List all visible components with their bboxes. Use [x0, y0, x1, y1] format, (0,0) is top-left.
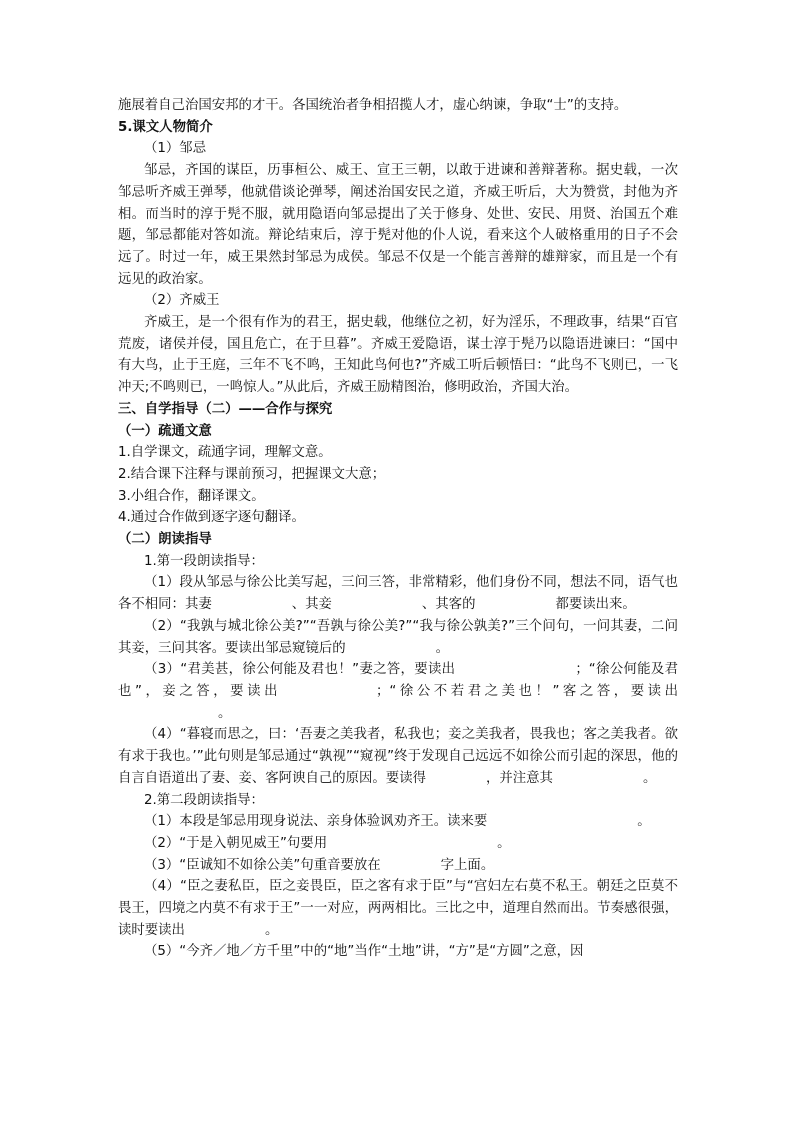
intro-line: 施展着自己治国安邦的才干。各国统治者争相招揽人才，虚心纳谏，争取“士”的支持。 — [118, 98, 628, 113]
guide-1-item-1-text-3: 、其客的 — [421, 597, 476, 613]
guide-1-item-3 — [118, 659, 678, 724]
guide-1-item-4-text: （4）“暮寝而思之，曰：‘吾妻之美我者，私我也；妾之美我者，畏我也；客之美我者。欲有求于我也。’”此句则是邹忌通过“孰视”“窥视”终于发现自己远远不如徐公而引起的深思，他的自言自语道出了妻、妾、客阿谀自己的原因。要读得 — [118, 727, 678, 786]
subsection-2-heading: （二）朗读指导 — [118, 532, 212, 548]
guide-2-item-4-text: （4）“臣之妻私臣，臣之妾畏臣，臣之客有求于臣”与“宫妇左右莫不私王。朝廷之臣莫不畏王，四境之内莫不有求于王”一一对应，两两相比。三比之中，道理自然而出。节奏感很强，读时要读出 — [118, 879, 678, 938]
guide-2-item-3-text: （3）“臣诚知不如徐公美”句重音要放在 — [144, 857, 381, 873]
guide-1-item-1-text: （1）段从邹忌与徐公比美写起，三问三答，非常精彩，他们身份不同，想法不同，语气也各不相同：其妻 — [118, 575, 678, 613]
subsection-1-heading: （一）疏通文意 — [118, 423, 212, 439]
guide-2-item-3-end: 字上面。 — [440, 857, 495, 873]
section-3-title: 三、自学指导（二）——合作与探究 — [118, 401, 333, 417]
instruction-item-1: 1.自学课文，疏通字词，理解文意。 — [118, 445, 332, 461]
section-3-heading — [118, 399, 678, 421]
paragraph-qiweiwang: 齐威王，是一个很有作为的君王，据史载，他继位之初，好为淫乐，不理政事，结果“百官荒废，诸侯并侵，国且危亡，在于旦暮”。齐威王爱隐语，谋士淳于髡乃以隐语进谏曰：“国中有大鸟，止于王庭，三年不飞不鸣，王知此鸟何也?”齐威工听后顿悟曰：“此鸟不飞则已，一飞冲天;不鸣则已，一鸣惊人。”从此后，齐威王励精图治，修明政治，齐国大治。 — [118, 315, 678, 396]
document-page — [118, 95, 678, 963]
guide-2-item-1-text: （1）本段是邹忌用现身说法、亲身体验讽劝齐王。读来要 — [144, 814, 488, 830]
subheading-qiweiwang: （2）齐威王 — [144, 293, 220, 309]
guide-1-item-4-text-2: ，并注意其 — [485, 770, 553, 786]
guide-1-item-3-text: （3）“君美甚，徐公何能及君也！”妻之答，要读出 — [144, 662, 456, 678]
instruction-item-4: 4.通过合作做到逐字逐句翻译。 — [118, 510, 305, 526]
section-5-heading: 5.课文人物简介 — [118, 119, 213, 135]
guide-1-item-2-end: 。 — [435, 640, 450, 656]
guide-2-item-2-end: 。 — [497, 835, 511, 851]
guide-2-item-3 — [118, 855, 678, 877]
guide-2-item-2-text: （2）“于是入朝见威王”句要用 — [144, 835, 328, 851]
instruction-item-3: 3.小组合作，翻译课文。 — [118, 488, 265, 504]
paragraph-zouji: 邹忌，齐国的谋臣，历事桓公、威王、宣王三朝，以敢于进谏和善辩著称。据史载，一次邹忌听齐威王弹琴，他就借谈论弹琴，阐述治国安民之道，齐威王听后，大为赞赏，封他为齐相。而当时的淳于髡不服，就用隐语向邹忌提出了关于修身、处世、安民、用贤、治国五个难题，邹忌都能对答如流。辩论结束后，淳于髡对他的仆人说，看来这个人破格重用的日子不会远了。时过一年，威王果然封邹忌为成侯。邹忌不仅是一个能言善辩的雄辩家，而且是一个有远见的政治家。 — [118, 163, 678, 287]
guide-1-item-1-text-4: 都要读出来。 — [555, 597, 636, 613]
guide-1-item-3-end: 。 — [218, 705, 232, 721]
guide-2-heading: 2.第二段朗读指导： — [144, 792, 264, 808]
guide-1-heading: 1.第一段朗读指导： — [144, 553, 264, 569]
guide-2-item-2 — [118, 833, 678, 855]
guide-1-item-2 — [118, 616, 678, 659]
guide-1-item-1-text-2: 、其妾 — [291, 597, 332, 613]
guide-1-item-4 — [118, 724, 678, 789]
guide-2-item-5: （5）“今齐／地／方千里”中的“地”当作“土地”讲，“方”是“方圆”之意，因 — [144, 944, 584, 960]
guide-1-item-4-end: 。 — [642, 770, 657, 786]
guide-2-item-4 — [118, 876, 678, 941]
subheading-zouji: （1）邹忌 — [144, 141, 207, 157]
guide-2-item-1 — [118, 811, 678, 833]
guide-2-item-1-end: 。 — [637, 814, 651, 830]
guide-2-item-4-end: 。 — [264, 922, 279, 938]
instruction-item-2: 2.结合课下注释与课前预习，把握课文大意； — [118, 466, 386, 482]
guide-1-item-2-text: （2）“我孰与城北徐公美?”“吾孰与徐公美?”“我与徐公孰美?”三个问句，一问其妻，二问其妾，三问其客。要读出邹忌窥镜后的 — [118, 618, 678, 656]
guide-1-item-3-text-2: ；“徐公何能及君也”，妾之答，要读出 — [118, 662, 678, 699]
guide-1-item-1 — [118, 572, 678, 615]
guide-1-item-3-text-3: ；“徐公不若君之美也！”客之答，要读出 — [376, 683, 679, 699]
